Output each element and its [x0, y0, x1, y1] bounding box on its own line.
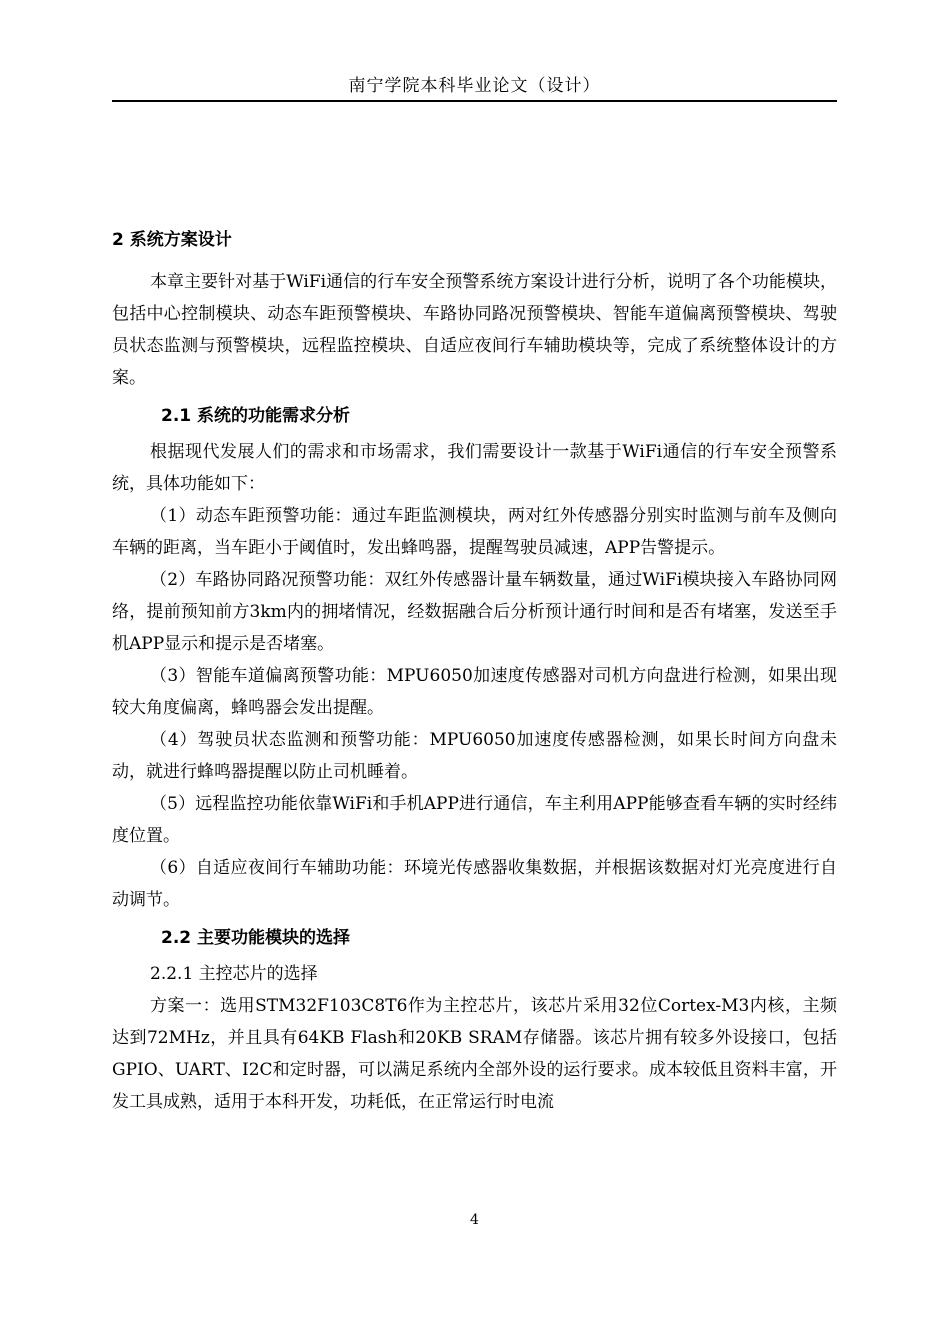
running-header: 南宁学院本科毕业论文（设计） [348, 76, 601, 96]
function-item-6: （6）自适应夜间行车辅助功能：环境光传感器收集数据，并根据该数据对灯光亮度进行自动调节。 [112, 858, 837, 910]
chapter-intro-paragraph: 本章主要针对基于WiFi通信的行车安全预警系统方案设计进行分析，说明了各个功能模块，包括中心控制模块、动态车距预警模块、车路协同路况预警模块、智能车道偏离预警模块、驾驶员状态监测与预警模块，远程监控模块、自适应夜间行车辅助模块等，完成了系统整体设计的方案。 [112, 272, 837, 388]
page-body [112, 224, 837, 1118]
function-item-4: （4）驾驶员状态监测和预警功能：MPU6050加速度传感器检测，如果长时间方向盘未动，就进行蜂鸣器提醒以防止司机睡着。 [112, 730, 837, 782]
function-item-2: （2）车路协同路况预警功能：双红外传感器计量车辆数量，通过WiFi模块接入车路协同网络，提前预知前方3km内的拥堵情况，经数据融合后分析预计通行时间和是否有堵塞，发送至手机APP显示和提示是否堵塞。 [112, 570, 837, 654]
page-number: 4 [470, 1212, 479, 1228]
chapter-heading: 2 系统方案设计 [112, 230, 232, 250]
section-2-1-intro-paragraph: 根据现代发展人们的需求和市场需求，我们需要设计一款基于WiFi通信的行车安全预警系统，具体功能如下： [112, 442, 837, 494]
section-heading-2-2: 2.2 主要功能模块的选择 [161, 928, 351, 948]
subsection-heading-2-2-1: 2.2.1 主控芯片的选择 [150, 964, 318, 984]
function-item-1: （1）动态车距预警功能：通过车距监测模块，两对红外传感器分别实时监测与前车及侧向车辆的距离，当车距小于阈值时，发出蜂鸣器，提醒驾驶员减速，APP告警提示。 [112, 506, 837, 558]
function-item-5: （5）远程监控功能依靠WiFi和手机APP进行通信，车主利用APP能够查看车辆的实时经纬度位置。 [112, 794, 837, 846]
scheme-one-paragraph: 方案一：选用STM32F103C8T6作为主控芯片，该芯片采用32位Cortex-M3内核，主频达到72MHz，并且具有64KB Flash和20KB SRAM存储器。该芯片拥有较多外设接口，包括GPIO、UART、I2C和定时器，可以满足系统内全部外设的运行要求。成本较低且资料丰富，开发工具成熟，适用于本科开发，功耗低，在正常运行时电流 [112, 996, 837, 1112]
header-rule [112, 100, 837, 102]
section-heading-2-1: 2.1 系统的功能需求分析 [161, 406, 351, 426]
function-item-3: （3）智能车道偏离预警功能：MPU6050加速度传感器对司机方向盘进行检测，如果出现较大角度偏离，蜂鸣器会发出提醒。 [112, 666, 837, 718]
